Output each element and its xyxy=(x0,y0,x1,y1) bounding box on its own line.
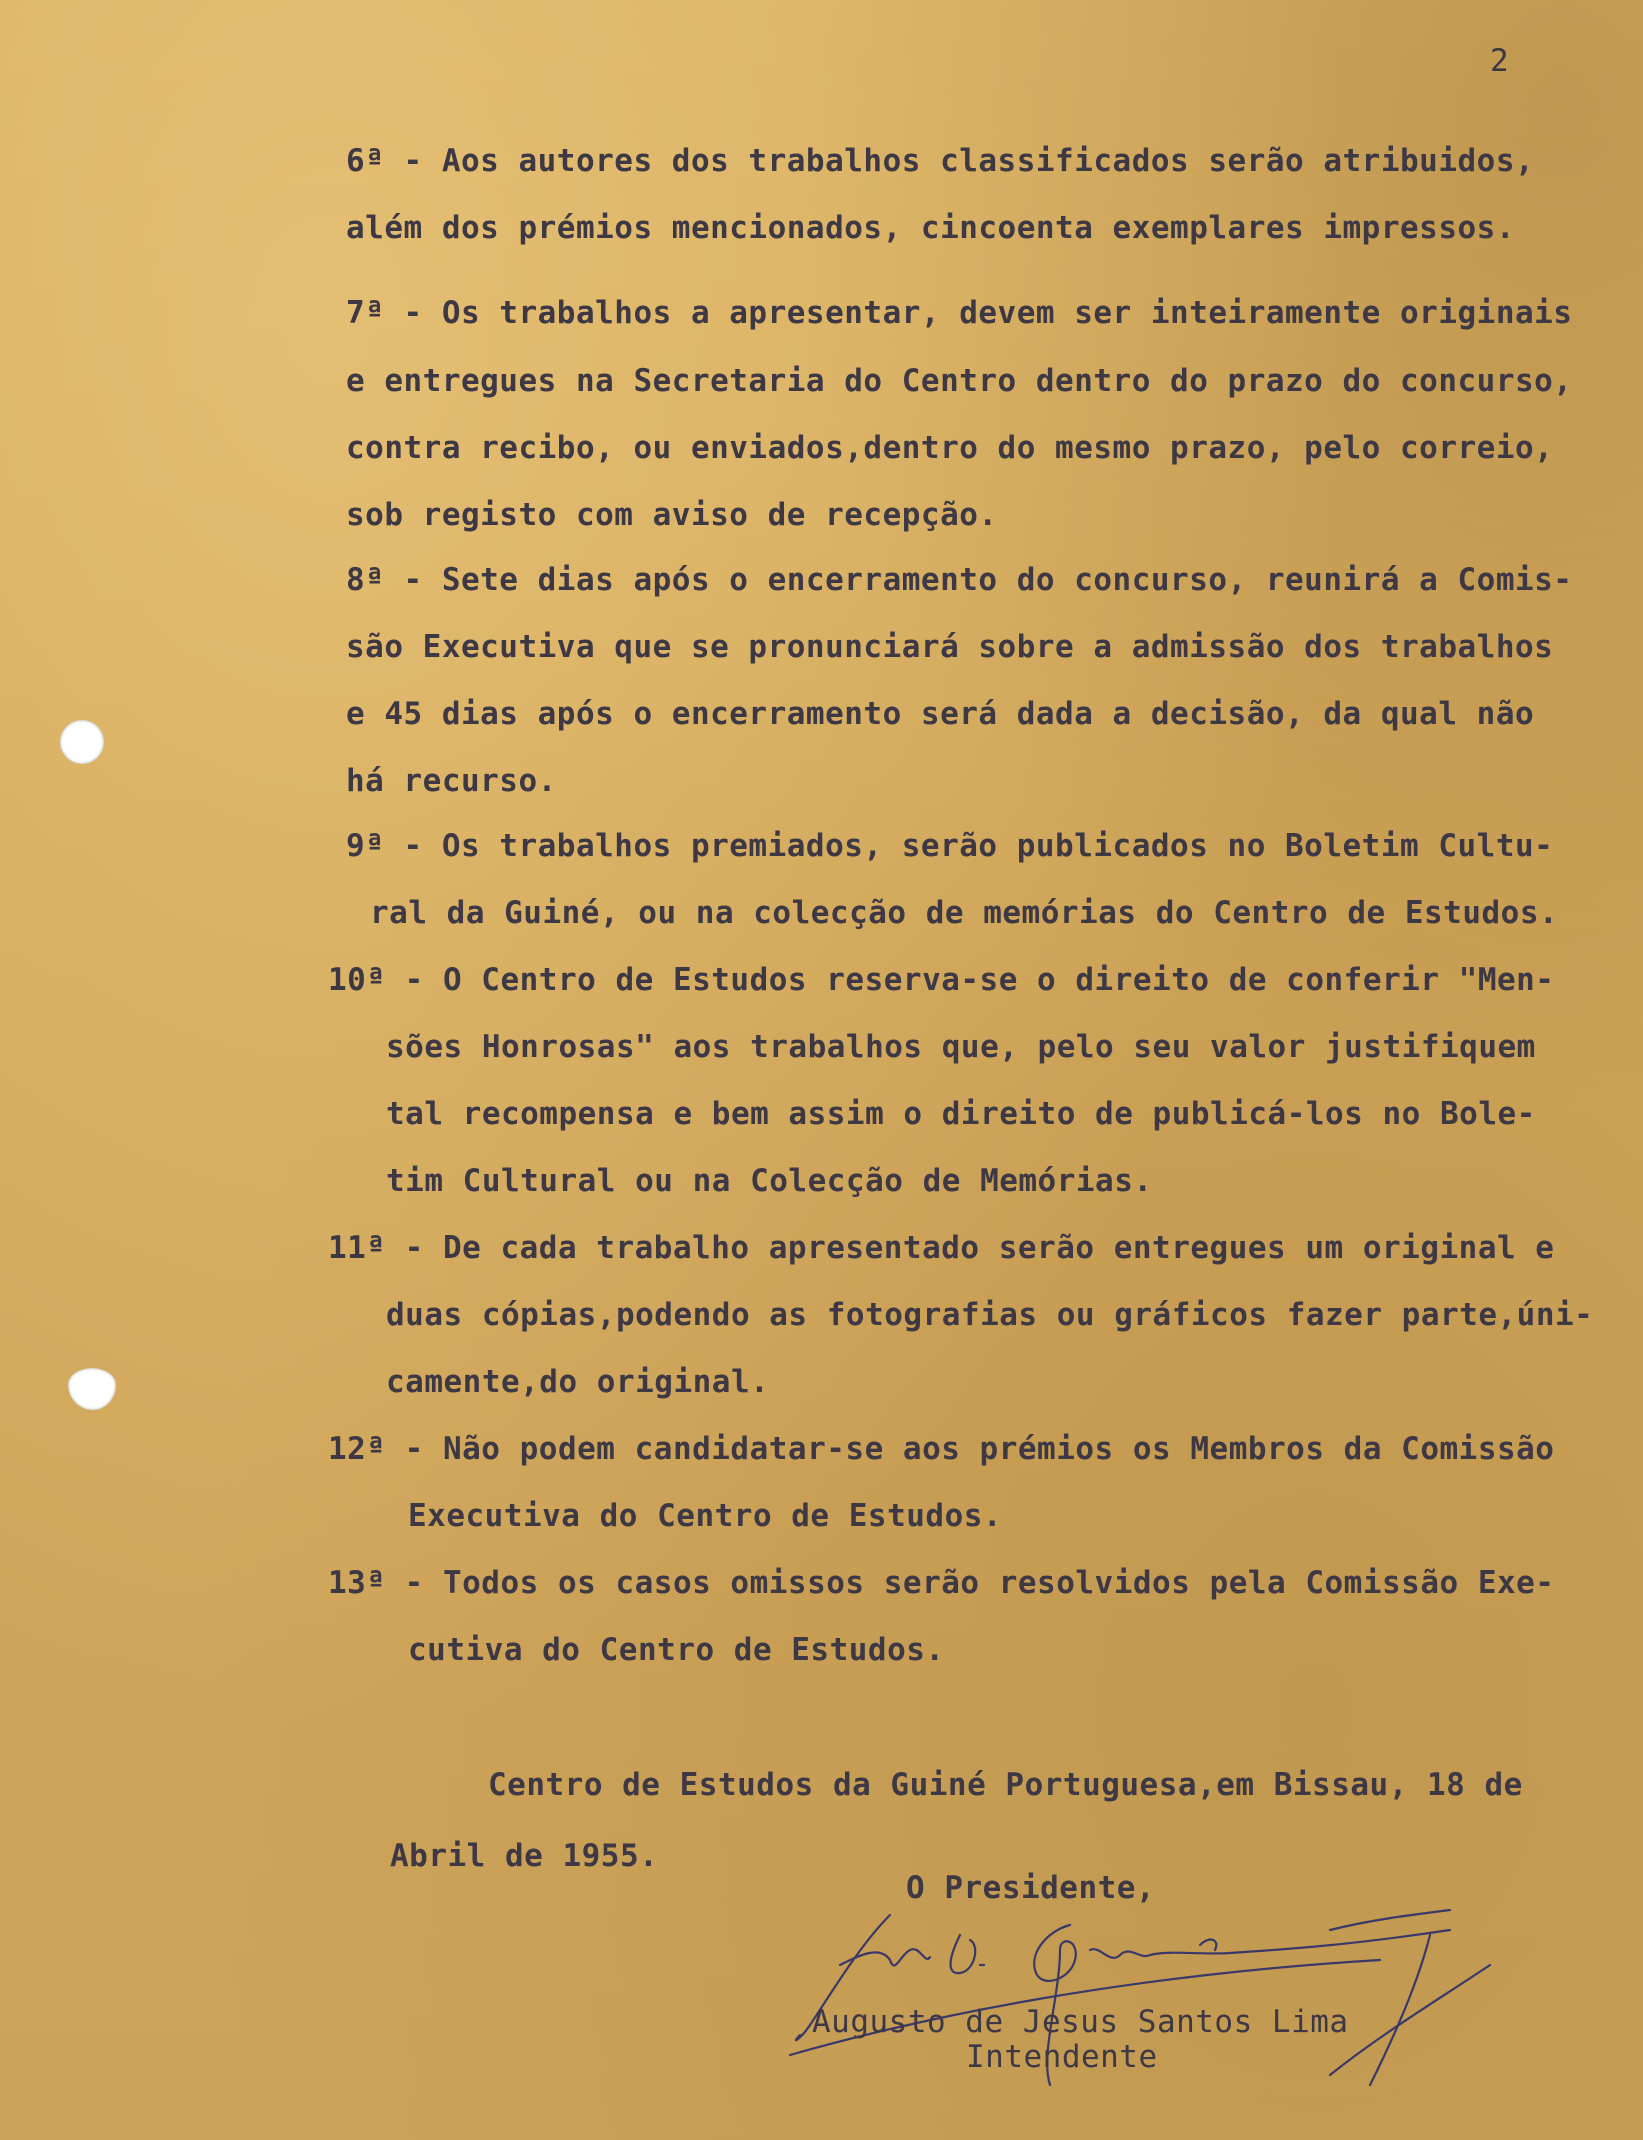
clause-7-line-1: 7ª - Os trabalhos a apresentar, devem ser inteiramente originais xyxy=(346,295,1573,331)
clause-11-line-2: duas cópias,podendo as fotografias ou gráficos fazer parte,úni- xyxy=(386,1297,1594,1333)
punch-hole-top xyxy=(60,720,104,764)
clause-8-line-1: 8ª - Sete dias após o encerramento do concurso, reunirá a Comis- xyxy=(346,562,1573,598)
clause-7-line-4: sob registo com aviso de recepção. xyxy=(346,497,998,533)
signatory-title: Intendente xyxy=(966,2039,1158,2075)
clause-11-line-1: 11ª - De cada trabalho apresentado serão entregues um original e xyxy=(328,1230,1555,1266)
clause-12-line-2: Executiva do Centro de Estudos. xyxy=(408,1498,1003,1534)
clause-8-line-2: são Executiva que se pronunciará sobre a admissão dos trabalhos xyxy=(346,629,1554,665)
clause-8-line-3: e 45 dias após o encerramento será dada a decisão, da qual não xyxy=(346,696,1535,732)
clause-9-line-1: 9ª - Os trabalhos premiados, serão publicados no Boletim Cultu- xyxy=(346,828,1554,864)
clause-10-line-2: sões Honrosas" aos trabalhos que, pelo seu valor justifiquem xyxy=(386,1029,1536,1065)
clause-10-line-3: tal recompensa e bem assim o direito de publicá-los no Bole- xyxy=(386,1096,1536,1132)
clause-8-line-4: há recurso. xyxy=(346,763,557,799)
place-date-line-1: Centro de Estudos da Guiné Portuguesa,em Bissau, 18 de xyxy=(488,1767,1523,1803)
place-date-line-2: Abril de 1955. xyxy=(390,1838,659,1874)
clause-13-line-1: 13ª - Todos os casos omissos serão resolvidos pela Comissão Exe- xyxy=(328,1565,1555,1601)
page-number: 2 xyxy=(1490,43,1510,79)
clause-11-line-3: camente,do original. xyxy=(386,1364,770,1400)
punch-hole-bottom xyxy=(68,1368,116,1410)
clause-10-line-4: tim Cultural ou na Colecção de Memórias. xyxy=(386,1163,1153,1199)
clause-6-line-2: além dos prémios mencionados, cincoenta exemplares impressos. xyxy=(346,210,1515,246)
clause-7-line-3: contra recibo, ou enviados,dentro do mesmo prazo, pelo correio, xyxy=(346,430,1554,466)
clause-7-line-2: e entregues na Secretaria do Centro dentro do prazo do concurso, xyxy=(346,363,1573,399)
signatory-name: Augusto de Jesus Santos Lima xyxy=(812,2004,1349,2040)
clause-13-line-2: cutiva do Centro de Estudos. xyxy=(408,1632,945,1668)
clause-10-line-1: 10ª - O Centro de Estudos reserva-se o direito de conferir "Men- xyxy=(328,962,1555,998)
clause-6-line-1: 6ª - Aos autores dos trabalhos classificados serão atribuidos, xyxy=(346,143,1535,179)
signatory-role: O Presidente, xyxy=(906,1870,1156,1906)
clause-12-line-1: 12ª - Não podem candidatar-se aos prémios os Membros da Comissão xyxy=(328,1431,1555,1467)
clause-9-line-2: ral da Guiné, ou na colecção de memórias do Centro de Estudos. xyxy=(370,895,1559,931)
